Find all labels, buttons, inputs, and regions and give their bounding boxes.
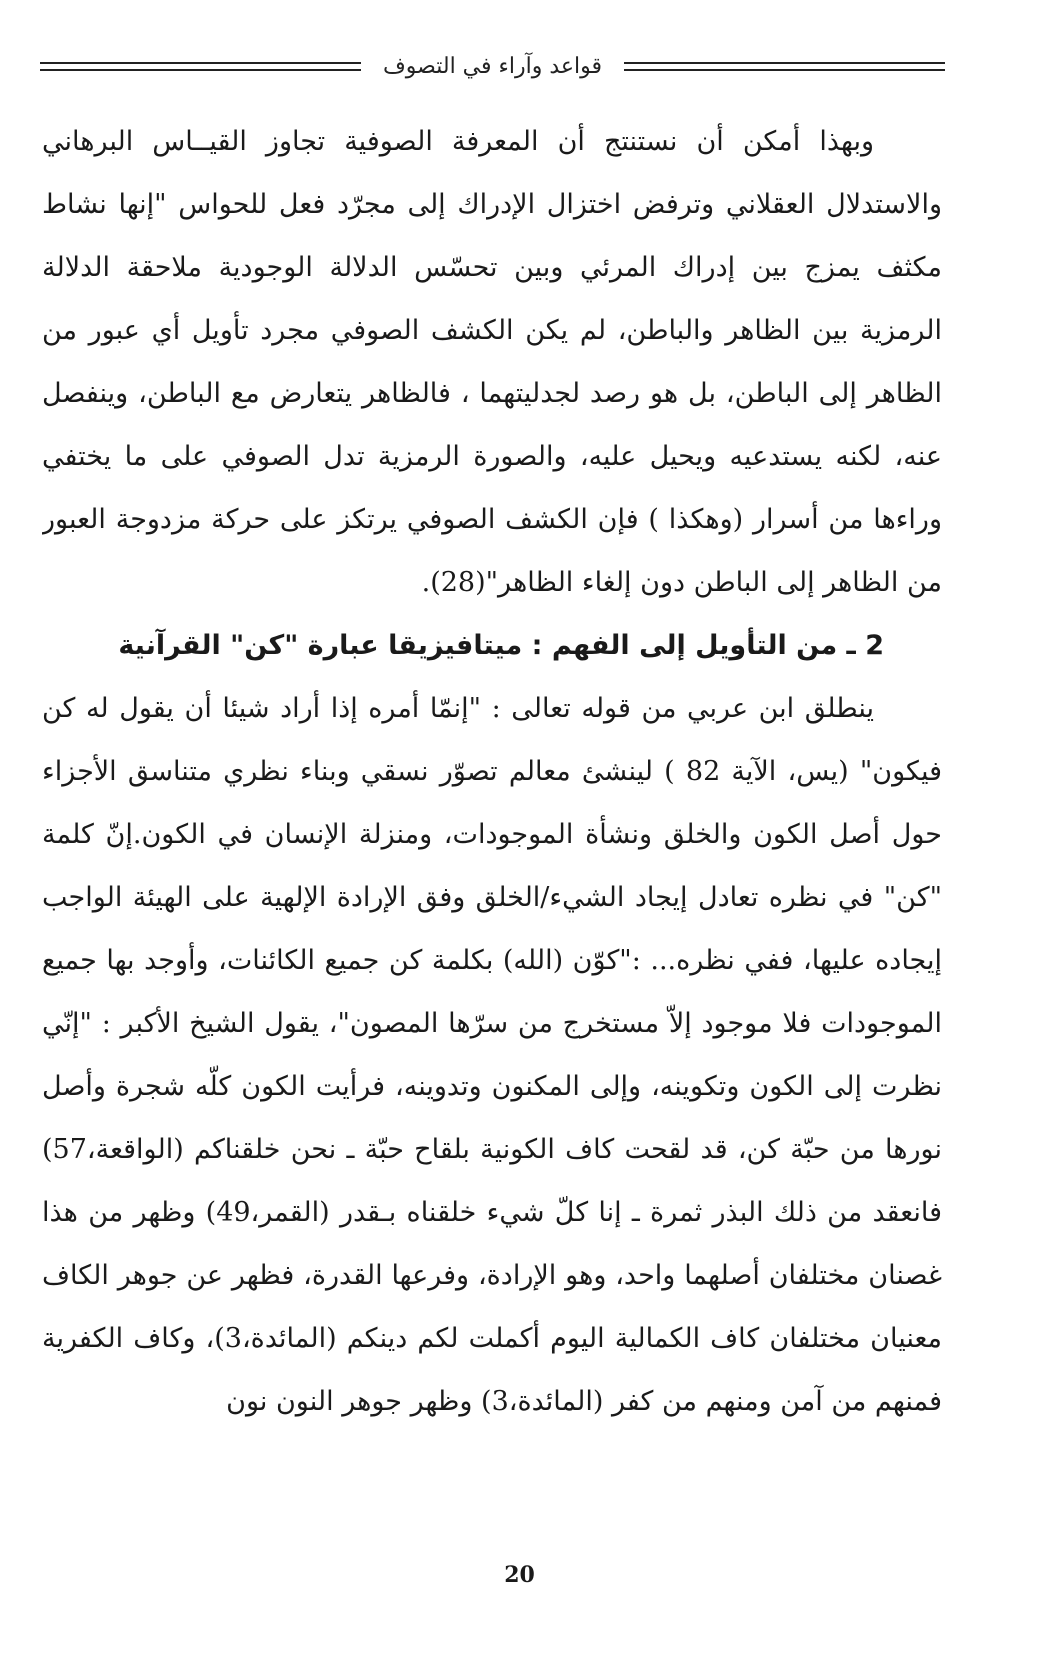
paragraph-1: وبهذا أمكن أن نستنتج أن المعرفة الصوفية تجاوز القيــاس البرهاني والاستدلال العقلاني وترفض اختزال الإدراك إلى مجرّد فعل للحواس "إنها نشاط مكثف يمزج بين إدراك المرئي وبين تحسّس الدلالة الوجودية ملاحقة الدلالة الرمزية بين الظاهر والباطن، لم يكن الكشف الصوفي مجرد تأويل أي عبور من الظاهر إلى الباطن، بل هو رصد لجدليتهما ، فالظاهر يتعارض مع الباطن، وينفصل عنه، لكنه يستدعيه ويحيل عليه، والصورة الرمزية تدل الصوفي على ما يختفي وراءها من أسرار (وهكذا ) فإن الكشف الصوفي يرتكز على حركة مزدوجة العبور من الظاهر إلى الباطن دون إلغاء الظاهر"(28). bbox=[42, 126, 942, 598]
page-body bbox=[42, 110, 942, 1480]
running-header bbox=[40, 46, 945, 86]
section-heading: 2 ـ من التأويل إلى الفهم : ميتافيزيقا عبارة "كن" القرآنية bbox=[118, 630, 884, 661]
book-title: قواعد وآراء في التصوف bbox=[382, 53, 603, 79]
paragraph-2: ينطلق ابن عربي من قوله تعالى : "إنمّا أمره إذا أراد شيئا أن يقول له كن فيكون" (يس، الآية 82 ) لينشئ معالم تصوّر نسقي وبناء نظري متناسق الأجزاء حول أصل الكون والخلق ونشأة الموجودات، ومنزلة الإنسان في الكون.إنّ كلمة "كن" في نظره تعادل إيجاد الشيء/الخلق وفق الإرادة الإلهية على الهيئة الواجب إيجاده عليها، ففي نظره... :"كوّن (الله) بكلمة كن جميع الكائنات، وأوجد بها جميع الموجودات فلا موجود إلاّ مستخرج من سرّها المصون"، يقول الشيخ الأكبر : "إنّي نظرت إلى الكون وتكوينه، وإلى المكنون وتدوينه، فرأيت الكون كلّه شجرة وأصل نورها من حبّة كن، قد لقحت كاف الكونية بلقاح حبّة ـ نحن خلقناكم (الواقعة،57) فانعقد من ذلك البذر ثمرة ـ إنا كلّ شيء خلقناه بـقدر (القمر،49) وظهر من هذا غصنان مختلفان أصلهما واحد، وهو الإرادة، وفرعها القدرة، فظهر عن جوهر الكاف معنيان مختلفان كاف الكمالية اليوم أكملت لكم دينكم (المائدة،3)، وكاف الكفرية فمنهم من آمن ومنهم من كفر (المائدة،3) وظهر جوهر النون نون bbox=[42, 693, 942, 1417]
page-number: 20 bbox=[504, 1562, 535, 1588]
header-rule-right bbox=[624, 62, 945, 71]
header-rule-left bbox=[40, 62, 361, 71]
